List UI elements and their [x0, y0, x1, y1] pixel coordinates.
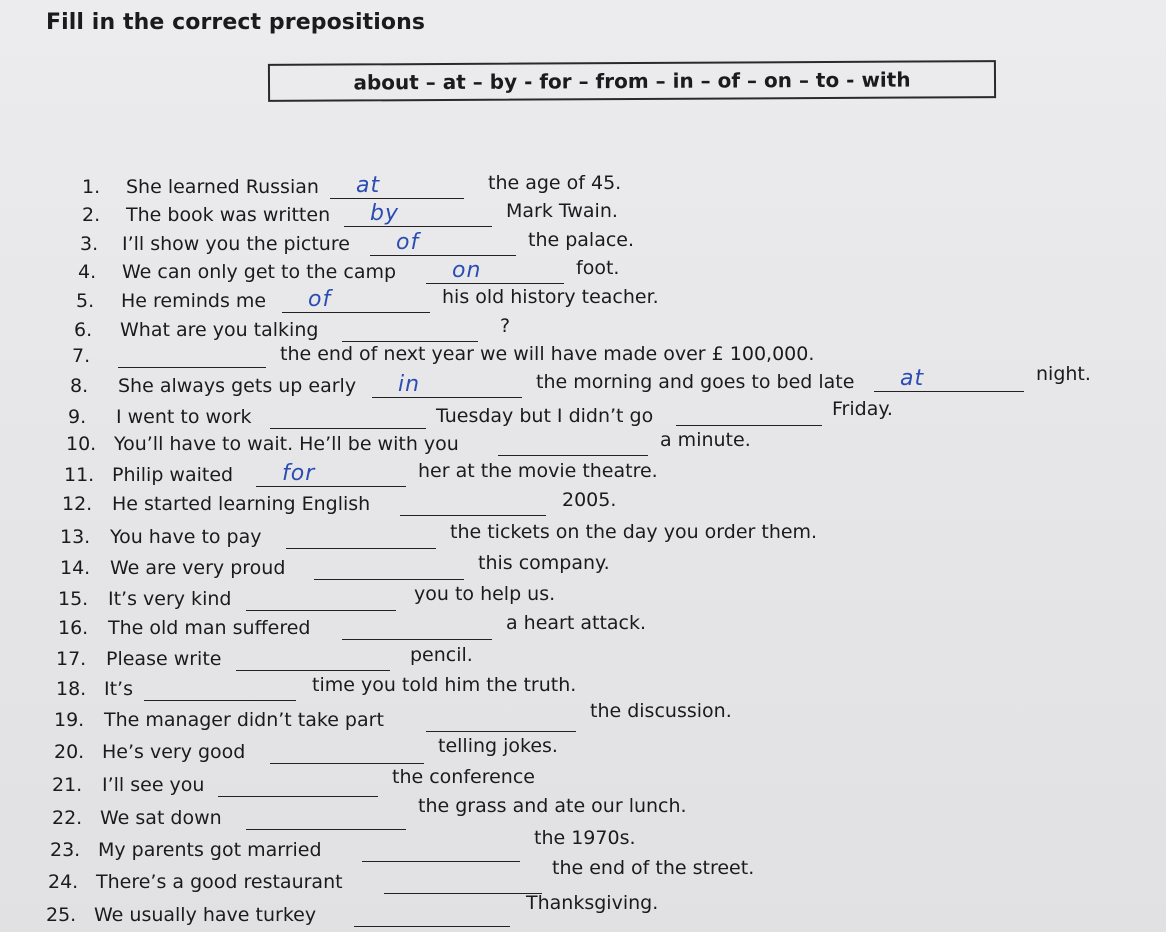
item-text-after-2: Friday.	[832, 398, 893, 420]
item-text-before: She learned Russian	[126, 176, 319, 198]
item-text-after: ?	[500, 315, 511, 337]
item-number: 23.	[50, 839, 81, 861]
item-number: 5.	[76, 290, 95, 312]
item-text-before: We can only get to the camp	[122, 261, 397, 283]
item-number: 6.	[74, 319, 93, 341]
item-text-before: There’s a good restaurant	[96, 871, 343, 893]
item-text-before: It’s very kind	[108, 588, 232, 610]
item-number: 25.	[46, 904, 77, 926]
handwritten-answer: for	[282, 461, 316, 486]
answer-blank-2[interactable]	[676, 403, 822, 426]
answer-blank[interactable]	[400, 493, 546, 516]
item-text-after: the 1970s.	[534, 827, 636, 849]
item-text-before: I’ll see you	[102, 774, 205, 796]
handwritten-answer: on	[452, 258, 482, 283]
item-number: 18.	[56, 678, 87, 700]
word-bank-box	[268, 60, 996, 102]
item-text-before: Please write	[106, 648, 222, 670]
item-text-after: the grass and ate our lunch.	[418, 795, 687, 817]
answer-blank[interactable]	[270, 406, 426, 429]
item-text-before: You have to pay	[110, 526, 262, 548]
handwritten-answer: at	[356, 173, 381, 198]
item-text-after-2: night.	[1036, 363, 1091, 385]
item-text-before: I went to work	[116, 406, 252, 428]
item-number: 15.	[58, 588, 89, 610]
answer-blank[interactable]	[330, 173, 464, 199]
worksheet-title: Fill in the correct prepositions	[46, 10, 426, 35]
item-text-after: telling jokes.	[438, 735, 558, 757]
answer-blank-2[interactable]	[874, 366, 1024, 392]
item-text-after: you to help us.	[414, 583, 556, 605]
item-text-before: We are very proud	[110, 557, 286, 579]
item-number: 8.	[70, 375, 89, 397]
handwritten-answer: at	[900, 366, 925, 391]
item-text-after: Mark Twain.	[506, 200, 618, 222]
item-text-before: He started learning English	[112, 493, 371, 515]
item-text-after: the palace.	[528, 229, 635, 251]
item-text-after: a heart attack.	[506, 612, 647, 634]
item-text-after: the end of the street.	[552, 857, 755, 879]
item-number: 13.	[60, 526, 91, 548]
item-text-after: the discussion.	[590, 700, 732, 722]
item-text-after: Tuesday but I didn’t go	[436, 405, 654, 427]
answer-blank[interactable]	[426, 258, 564, 284]
answer-blank[interactable]	[282, 287, 430, 313]
answer-blank[interactable]	[246, 588, 396, 611]
item-text-before: We sat down	[100, 807, 222, 829]
item-number: 22.	[52, 807, 83, 829]
item-text-before: Philip waited	[112, 464, 234, 486]
item-text-after: this company.	[478, 552, 610, 574]
item-text-before: She always gets up early	[118, 375, 357, 397]
item-number: 20.	[54, 741, 85, 763]
answer-blank[interactable]	[218, 774, 378, 797]
item-text-after: her at the movie theatre.	[418, 460, 658, 482]
item-number: 24.	[48, 871, 79, 893]
item-text-before: The old man suffered	[108, 617, 311, 639]
answer-blank[interactable]	[344, 201, 492, 227]
item-text-before: My parents got married	[98, 839, 322, 861]
answer-blank[interactable]	[426, 709, 576, 732]
item-text-before: It’s	[104, 678, 133, 700]
item-text-after: foot.	[576, 257, 620, 279]
answer-blank[interactable]	[372, 372, 522, 398]
item-text-before: I’ll show you the picture	[122, 233, 350, 255]
item-text-before: The book was written	[126, 204, 331, 226]
handwritten-answer: in	[398, 372, 421, 397]
item-text-after: the tickets on the day you order them.	[450, 521, 818, 543]
answer-blank[interactable]	[236, 648, 390, 671]
answer-blank[interactable]	[362, 839, 520, 862]
handwritten-answer: of	[396, 230, 420, 255]
answer-blank[interactable]	[118, 345, 266, 368]
answer-blank[interactable]	[314, 557, 464, 580]
item-text-after: the end of next year we will have made over £ 100,000.	[280, 343, 815, 365]
answer-blank[interactable]	[246, 807, 406, 830]
item-number: 21.	[52, 774, 83, 796]
item-number: 14.	[60, 557, 91, 579]
item-text-after: pencil.	[410, 644, 473, 666]
item-number: 16.	[58, 617, 89, 639]
item-text-before: The manager didn’t take part	[104, 709, 384, 731]
answer-blank[interactable]	[286, 526, 436, 549]
item-text-after: a minute.	[660, 429, 751, 451]
item-text-after: Thanksgiving.	[526, 892, 659, 914]
item-number: 10.	[66, 433, 97, 455]
answer-blank[interactable]	[144, 678, 296, 701]
handwritten-answer: of	[308, 287, 332, 312]
item-text-after: the conference	[392, 766, 535, 788]
answer-blank[interactable]	[342, 319, 478, 342]
answer-blank[interactable]	[498, 433, 648, 456]
answer-blank[interactable]	[354, 904, 510, 927]
item-text-before: What are you talking	[120, 319, 319, 341]
item-text-before: We usually have turkey	[94, 904, 317, 926]
item-number: 9.	[68, 406, 87, 428]
answer-blank[interactable]	[370, 230, 516, 256]
item-text-after: the age of 45.	[488, 172, 622, 194]
item-number: 19.	[54, 709, 85, 731]
item-number: 3.	[80, 233, 99, 255]
item-number: 4.	[78, 261, 97, 283]
item-text-before: You’ll have to wait. He’ll be with you	[114, 433, 459, 455]
answer-blank[interactable]	[384, 871, 542, 894]
answer-blank[interactable]	[256, 461, 406, 487]
item-text-before: He’s very good	[102, 741, 246, 763]
handwritten-answer: by	[370, 201, 399, 226]
item-number: 12.	[62, 493, 93, 515]
item-text-before: He reminds me	[121, 290, 267, 312]
answer-blank[interactable]	[270, 741, 424, 764]
word-bank-text: about – at – by - for – from – in – of – on – to - with	[353, 67, 911, 95]
item-number: 2.	[82, 204, 101, 226]
item-text-after: 2005.	[562, 489, 617, 511]
item-text-after: time you told him the truth.	[312, 674, 577, 696]
item-number: 7.	[72, 345, 91, 367]
item-number: 17.	[56, 648, 87, 670]
item-text-after: the morning and goes to bed late	[536, 371, 855, 393]
item-number: 11.	[64, 464, 95, 486]
answer-blank[interactable]	[342, 617, 492, 640]
item-number: 1.	[82, 176, 101, 198]
item-text-after: his old history teacher.	[442, 286, 659, 308]
